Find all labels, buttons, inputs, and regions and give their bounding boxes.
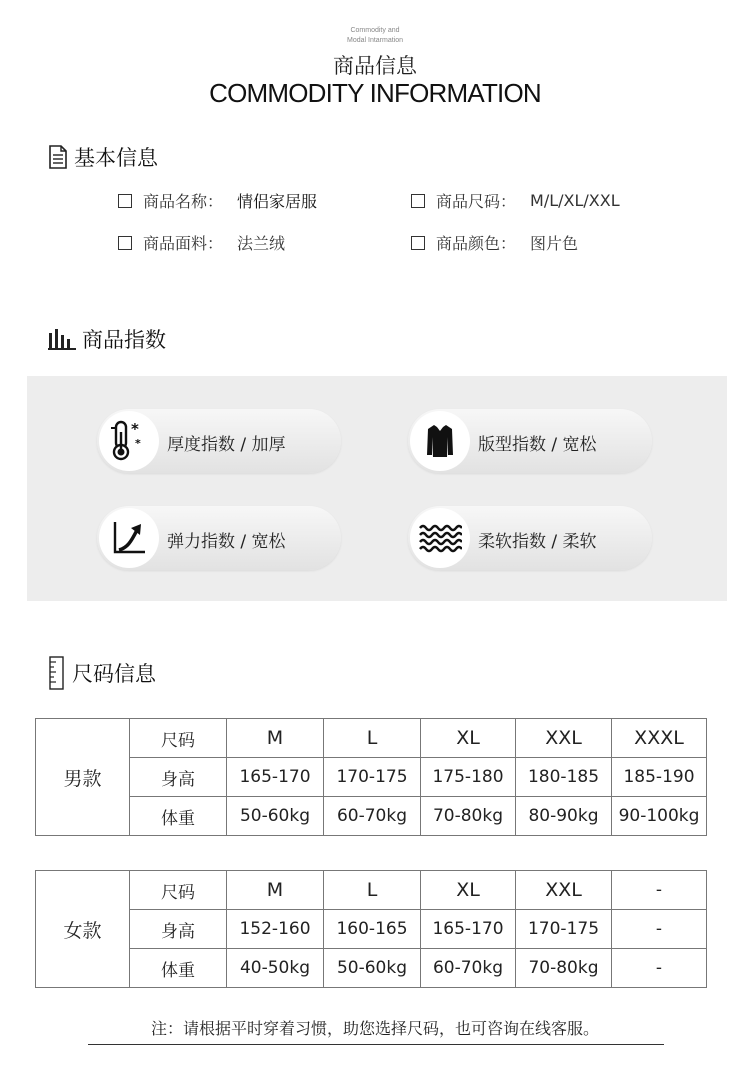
info-value: 法兰绒 (237, 234, 286, 253)
index-pill-thickness (97, 409, 341, 473)
header-caption-line2: Modal Intarmation (346, 37, 404, 44)
row-header: 身高 (130, 910, 227, 949)
table-cell: - (612, 949, 707, 988)
table-cell: - (612, 910, 707, 949)
index-label: 柔软指数 / 柔软 (478, 532, 597, 552)
table-row (36, 910, 707, 949)
table-cell: 60-70kg (324, 797, 421, 836)
info-label: 商品名称： (143, 192, 224, 211)
size-note: 注：请根据平时穿着习惯，助您选择尺码，也可咨询在线客服。 (150, 1019, 599, 1038)
table-cell: 90-100kg (612, 797, 707, 836)
index-icon-circle (410, 508, 470, 568)
table-row (36, 871, 707, 910)
index-pill-fit (408, 409, 652, 473)
table-cell: M (227, 719, 324, 758)
row-header: 尺码 (130, 871, 227, 910)
size-info-title: 尺码信息 (72, 662, 156, 686)
bar-chart-icon (48, 327, 76, 351)
ruler-icon (48, 656, 66, 690)
table-cell: 70-80kg (421, 797, 516, 836)
info-item-name (118, 189, 317, 212)
table-row (36, 797, 707, 836)
stretch-arrow-icon (109, 518, 149, 558)
table-cell: 185-190 (612, 758, 707, 797)
row-header: 体重 (130, 949, 227, 988)
table-cell: 170-175 (516, 910, 612, 949)
table-cell: XXL (516, 719, 612, 758)
index-label: 弹力指数 / 宽松 (167, 532, 286, 552)
note-underline (88, 1044, 664, 1045)
index-title: 商品指数 (82, 328, 166, 352)
basic-info-title: 基本信息 (74, 146, 158, 170)
index-icon-circle (410, 411, 470, 471)
document-icon (48, 145, 68, 169)
table-cell: XXXL (612, 719, 707, 758)
size-info-heading (48, 656, 156, 690)
group-cell: 女款 (36, 871, 130, 988)
checkbox-icon (118, 236, 132, 250)
index-label: 厚度指数 / 加厚 (167, 435, 286, 455)
svg-text:*: * (131, 420, 139, 438)
table-cell: 160-165 (324, 910, 421, 949)
wave-icon (418, 523, 462, 553)
table-cell: 50-60kg (324, 949, 421, 988)
row-header: 身高 (130, 758, 227, 797)
table-cell: - (612, 871, 707, 910)
table-cell: 165-170 (421, 910, 516, 949)
table-cell: XL (421, 719, 516, 758)
table-cell: 50-60kg (227, 797, 324, 836)
table-cell: 165-170 (227, 758, 324, 797)
index-icon-circle (99, 411, 159, 471)
shirt-icon (420, 421, 460, 461)
info-label: 商品尺码： (436, 192, 517, 211)
men-size-table (35, 718, 707, 836)
info-label: 商品颜色： (436, 234, 517, 253)
checkbox-icon (411, 236, 425, 250)
info-item-fabric (118, 231, 285, 254)
svg-text:*: * (135, 437, 141, 450)
table-cell: L (324, 719, 421, 758)
index-heading (48, 324, 166, 354)
page-title-en: COMMODITY INFORMATION (209, 78, 541, 108)
group-cell: 男款 (36, 719, 130, 836)
info-label: 商品面料： (143, 234, 224, 253)
info-value: M/L/XL/XXL (530, 191, 620, 210)
table-cell: M (227, 871, 324, 910)
row-header: 尺码 (130, 719, 227, 758)
index-pill-softness (408, 506, 652, 570)
index-label: 版型指数 / 宽松 (478, 435, 597, 455)
checkbox-icon (118, 194, 132, 208)
info-value: 图片色 (530, 234, 579, 253)
index-panel (27, 376, 727, 601)
info-item-color (411, 231, 578, 254)
basic-info-heading (48, 142, 158, 172)
thermometer-snow-icon (106, 418, 152, 464)
checkbox-icon (411, 194, 425, 208)
table-row (36, 949, 707, 988)
info-item-size (411, 189, 620, 212)
index-pill-elasticity (97, 506, 341, 570)
table-cell: 60-70kg (421, 949, 516, 988)
page-title-cn: 商品信息 (333, 54, 417, 78)
table-row (36, 719, 707, 758)
table-cell: 40-50kg (227, 949, 324, 988)
header-caption-line1: Commodity and (350, 27, 400, 34)
table-cell: 80-90kg (516, 797, 612, 836)
table-cell: 175-180 (421, 758, 516, 797)
header-caption (0, 26, 750, 46)
table-cell: 180-185 (516, 758, 612, 797)
table-cell: 70-80kg (516, 949, 612, 988)
index-icon-circle (99, 508, 159, 568)
table-cell: L (324, 871, 421, 910)
table-cell: XXL (516, 871, 612, 910)
table-cell: XL (421, 871, 516, 910)
info-value: 情侣家居服 (237, 192, 318, 211)
women-size-table (35, 870, 707, 988)
row-header: 体重 (130, 797, 227, 836)
table-cell: 152-160 (227, 910, 324, 949)
table-row (36, 758, 707, 797)
table-cell: 170-175 (324, 758, 421, 797)
